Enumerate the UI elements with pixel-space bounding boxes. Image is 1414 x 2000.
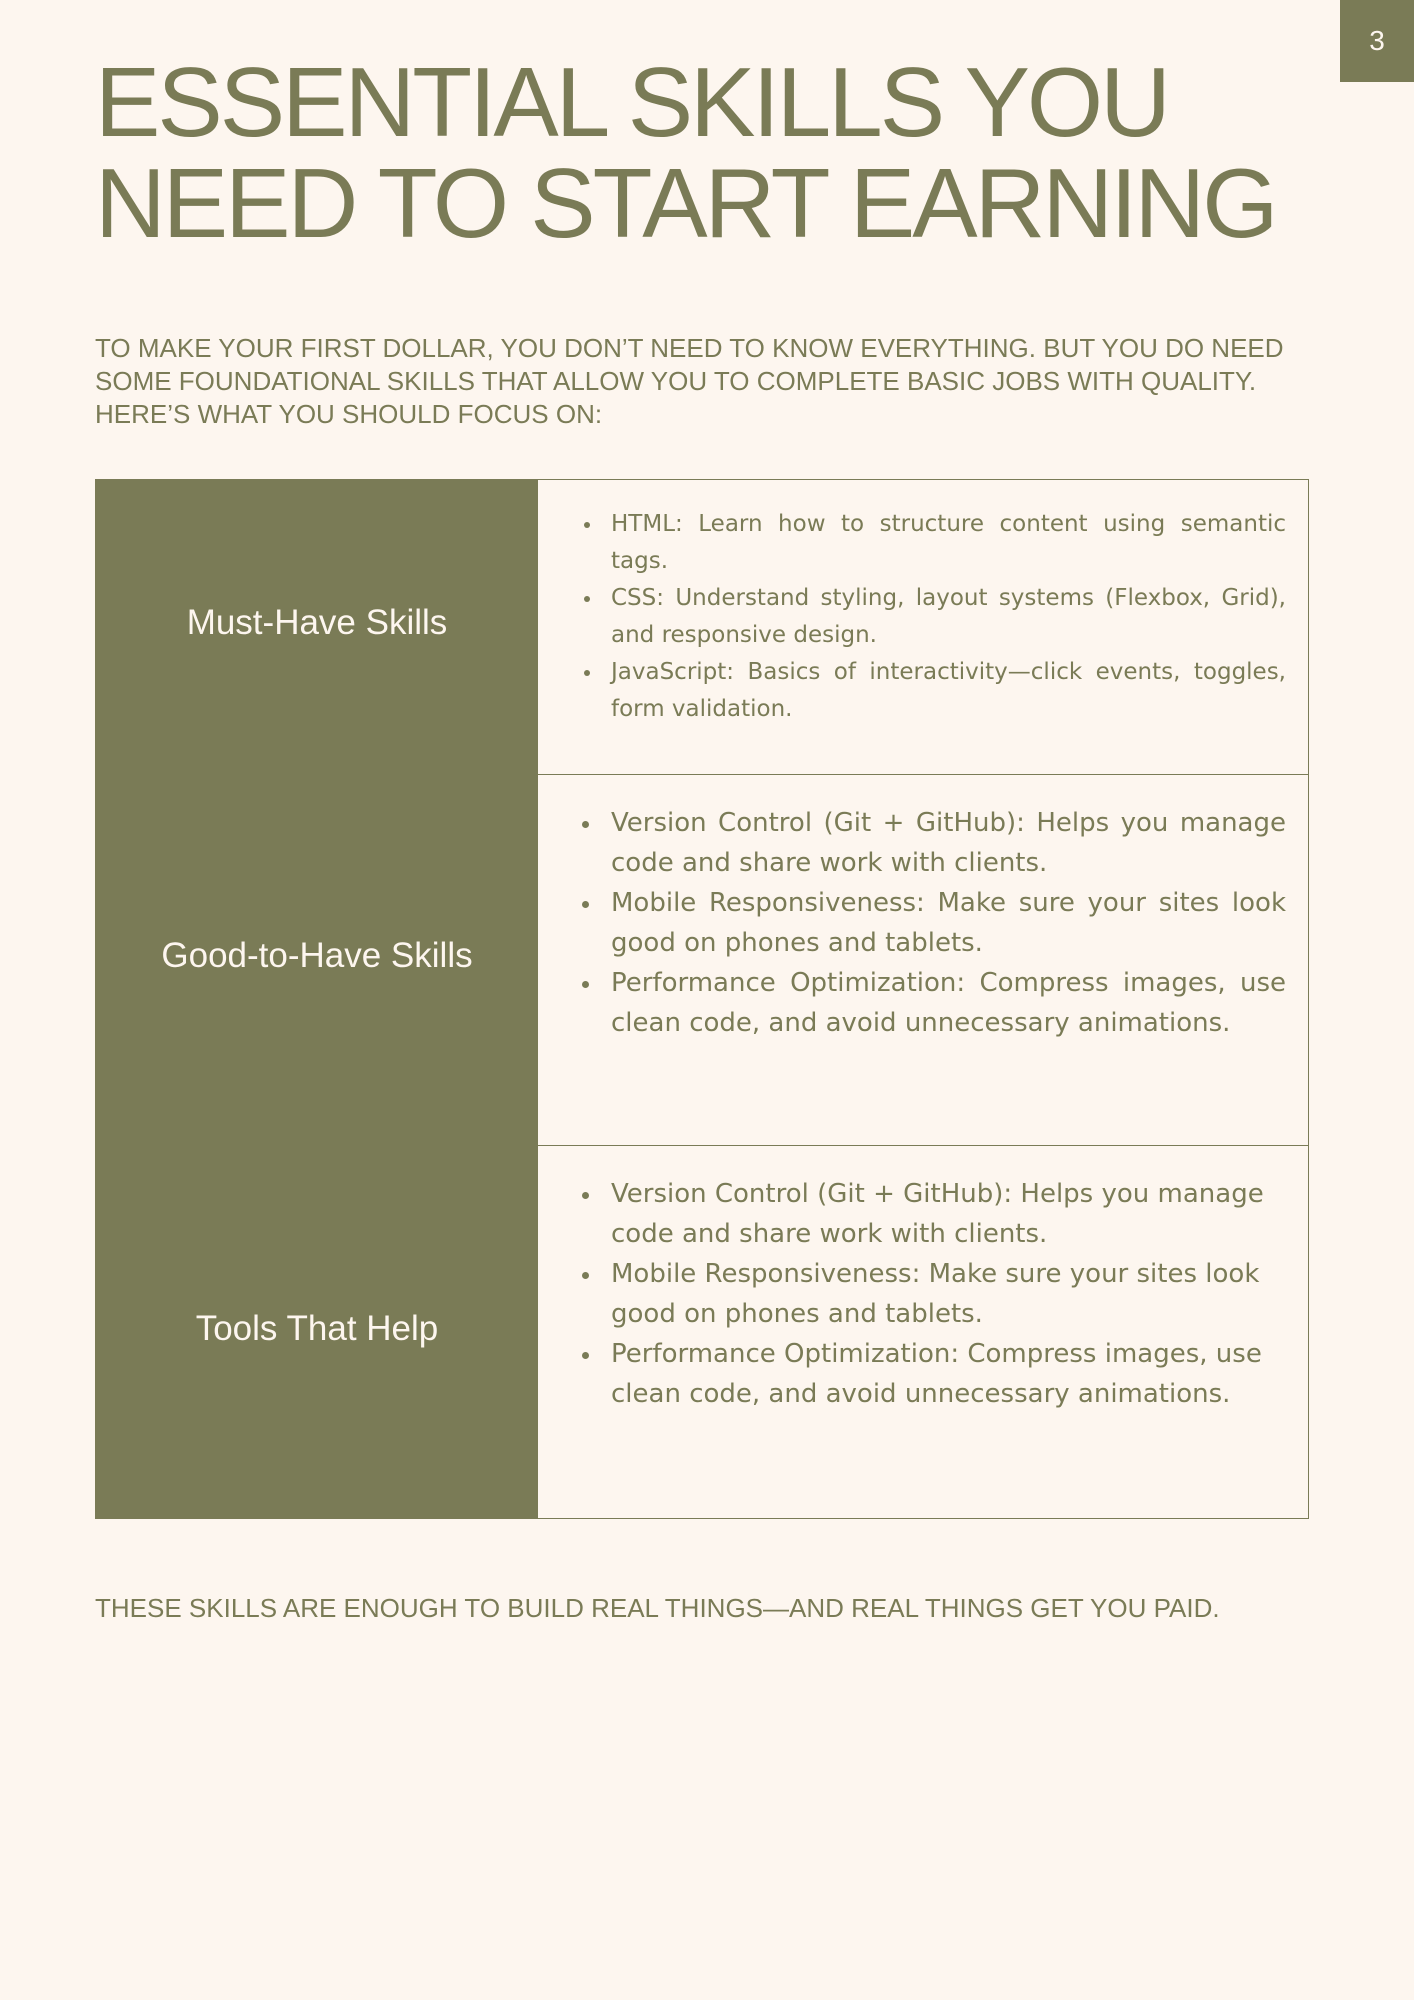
list-item: • JavaScript: Basics of interactivity—click events, toggles, form validation. [603, 654, 1286, 728]
page-number: 3 [1340, 0, 1414, 82]
skills-table [95, 479, 1309, 1519]
intro-paragraph: TO MAKE YOUR FIRST DOLLAR, YOU DON’T NEED TO KNOW EVERYTHING. BUT YOU DO NEED SOME FOUNDATIONAL SKILLS THAT ALLOW YOU TO COMPLETE BASIC JOBS WITH QUALITY. HERE’S WHAT YOU SHOULD FOCUS ON: [95, 333, 1284, 429]
row-label-tools: Tools That Help [195, 1309, 439, 1348]
row-label-must-have: Must-Have Skills [186, 603, 448, 642]
list-item: • Performance Optimization: Compress images, use clean code, and avoid unnecessary animations. [603, 963, 1286, 1043]
list-item: • HTML: Learn how to structure content using semantic tags. [603, 506, 1286, 580]
bullet-list [538, 803, 1308, 1043]
list-item: • CSS: Understand styling, layout systems (Flexbox, Grid), and responsive design. [603, 580, 1286, 654]
label-column [96, 480, 538, 1518]
row-label-good-to-have: Good-to-Have Skills [161, 936, 473, 975]
list-item: • Version Control (Git + GitHub): Helps you manage code and share work with clients. [603, 1174, 1286, 1254]
good-to-have-cell [538, 775, 1308, 1146]
list-item: • Performance Optimization: Compress images, use clean code, and avoid unnecessary animations. [603, 1334, 1286, 1414]
must-have-cell [538, 480, 1308, 775]
bullet-list [538, 506, 1308, 728]
tools-cell [538, 1146, 1308, 1518]
page-title: ESSENTIAL SKILLS YOU NEED TO START EARNING [95, 47, 1276, 258]
closing-statement: THESE SKILLS ARE ENOUGH TO BUILD REAL THINGS—AND REAL THINGS GET YOU PAID. [95, 1593, 1220, 1623]
list-item: • Mobile Responsiveness: Make sure your sites look good on phones and tablets. [603, 1254, 1286, 1334]
bullet-list [538, 1174, 1308, 1414]
list-item: • Mobile Responsiveness: Make sure your sites look good on phones and tablets. [603, 883, 1286, 963]
list-item: • Version Control (Git + GitHub): Helps you manage code and share work with clients. [603, 803, 1286, 883]
